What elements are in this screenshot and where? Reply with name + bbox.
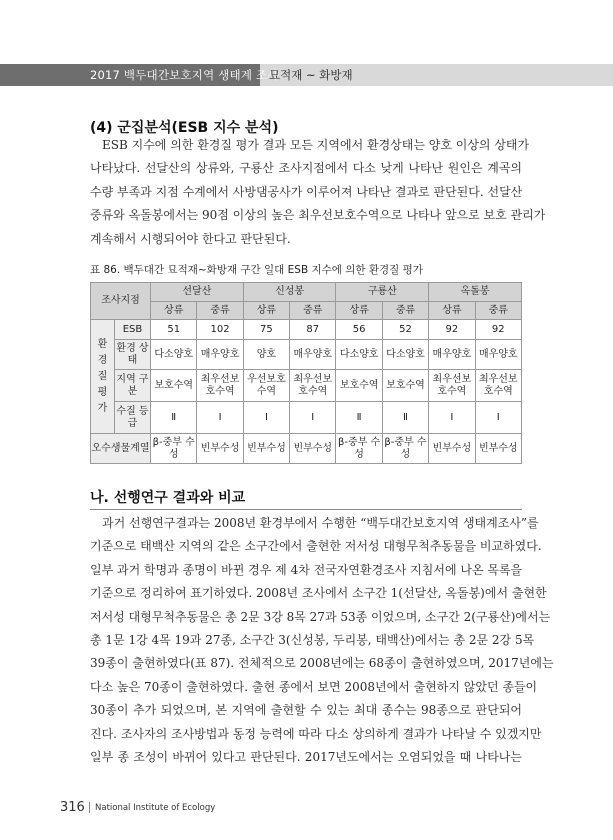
table-cell: Ⅱ (382, 402, 428, 434)
table-cell: Ⅰ (290, 402, 336, 434)
table-cell: 보호수역 (336, 370, 382, 402)
table-row (91, 434, 522, 464)
table-cell: 52 (382, 320, 428, 340)
row-label: 오수생물계열 (91, 434, 151, 464)
table-cell: β-중부 수성 (151, 434, 197, 464)
text-line: 다소 높은 70종이 출현하였다. 출현 종에서 보면 2008년에서 출현하지 않았던 종들이 (90, 679, 538, 694)
table-cell: Ⅱ (336, 402, 382, 434)
table-cell: 빈부수성 (290, 434, 336, 464)
text-line: 저서성 대형무척추동물은 총 2문 3강 8목 27과 53종 이었으며, 소구간 2(구룡산)에서는 (90, 609, 551, 624)
text-line: 나타났다. 선달산의 상류와, 구룡산 조사지점에서 다소 낮게 나타난 원인은 계곡의 (90, 161, 522, 176)
table-cell: 최우선보 호수역 (197, 370, 243, 402)
table-cell: Ⅰ (197, 402, 243, 434)
heading-rule (90, 509, 522, 510)
table-cell: 56 (336, 320, 382, 340)
section-heading-esb: (4) 군집분석(ESB 지수 분석) (90, 120, 279, 136)
table-cell: β-중부 수성 (382, 434, 428, 464)
table-cell: 102 (197, 320, 243, 340)
table-cell: 빈부수성 (475, 434, 521, 464)
table-cell: 보호수역 (151, 370, 197, 402)
table-cell: 75 (243, 320, 289, 340)
reach-header: 중류 (475, 302, 521, 320)
text-line: ESB 지수에 의한 환경질 평가 결과 모든 지역에서 환경상태는 양호 이상의 상태가 (102, 138, 530, 152)
reach-header: 상류 (151, 302, 197, 320)
table-header-row (91, 283, 522, 302)
table-cell: 87 (290, 320, 336, 340)
text-line: 기준으로 정리하여 표기하였다. 2008년 조사에서 소구간 1(선달산, 옥돌봉)에서 출현한 (90, 586, 547, 601)
table-cell: 매우양호 (475, 340, 521, 370)
table-cell: 92 (475, 320, 521, 340)
table-cell: 양호 (243, 340, 289, 370)
site-header: 선달산 (151, 283, 244, 302)
text-line: 39종이 출현하였다(표 87). 전체적으로 2008년에는 68종이 출현하였으며, 2017년에는 (90, 656, 554, 671)
text-line: 일부 과거 학명과 종명이 바뀐 경우 제 4차 전국자연환경조사 지침서에 나온 목록을 (90, 562, 523, 577)
table-row (91, 370, 522, 402)
table-cell: 51 (151, 320, 197, 340)
row-label: 환경 상태 (115, 340, 151, 370)
text-line: 진다. 조사자의 조사방법과 동정 능력에 따라 다소 상의하게 결과가 나타날 수 있겠지만 (90, 726, 542, 741)
site-header: 구룡산 (336, 283, 429, 302)
table-cell: 보호수역 (382, 370, 428, 402)
corner-cell: 조사지점 (91, 283, 151, 320)
table-cell: 다소양호 (336, 340, 382, 370)
table-cell: 빈부수성 (197, 434, 243, 464)
table-cell: Ⅱ (151, 402, 197, 434)
text-line: 30종이 추가 되었으며, 본 지역에 출현할 수 있는 최대 종수는 98종으로 판단되어 (90, 703, 522, 718)
running-header-title: 2017 백두대간보호지역 생태계 조사 (90, 68, 279, 82)
table-cell: Ⅰ (429, 402, 475, 434)
table-cell: β-중부 수성 (336, 434, 382, 464)
table-cell: 빈부수성 (429, 434, 475, 464)
footer-separator (89, 802, 90, 813)
reach-header: 중류 (290, 302, 336, 320)
reach-header: 중류 (382, 302, 428, 320)
table-cell: 최우선보 호수역 (290, 370, 336, 402)
row-label: 지역 구분 (115, 370, 151, 402)
footer-organization: National Institute of Ecology (95, 803, 216, 813)
text-line: 총 1문 1강 4목 19과 27종, 소구간 3(신성봉, 두리봉, 태백산)에서는 총 2문 2강 5목 (90, 633, 535, 648)
table-cell: 매우양호 (290, 340, 336, 370)
running-header-subtitle: 묘적재 ~ 화방재 (269, 68, 353, 82)
paragraph-esb (90, 134, 546, 251)
table-row (91, 402, 522, 434)
site-header: 옥돌봉 (429, 283, 522, 302)
text-line: 계속해서 시행되어야 한다고 판단된다. (90, 231, 291, 246)
table-caption: 표 86. 백두대간 묘적재~화방재 구간 일대 ESB 지수에 의한 환경질 평가 (90, 264, 423, 276)
table-cell: 92 (429, 320, 475, 340)
table-cell: 매우양호 (197, 340, 243, 370)
table-cell: 매우양호 (429, 340, 475, 370)
text-line: 중류와 옥돌봉에서는 90점 이상의 높은 최우선보호수역으로 나타나 앞으로 보호 관리가 (90, 208, 546, 223)
table-cell: 최우선보 호수역 (475, 370, 521, 402)
reach-header: 상류 (243, 302, 289, 320)
reach-header: 중류 (197, 302, 243, 320)
row-label: 수질 등급 (115, 402, 151, 434)
row-label: ESB (115, 320, 151, 340)
table-cell: 다소양호 (382, 340, 428, 370)
table-cell: 우선보호 수역 (243, 370, 289, 402)
reach-header: 상류 (336, 302, 382, 320)
category-cell (91, 320, 115, 434)
table-subheader-row (91, 302, 522, 320)
site-header: 신성봉 (243, 283, 336, 302)
text-line: 일부 종 조성이 바뀌어 있다고 판단된다. 2017년도에서는 오염되었을 때 나타나는 (90, 750, 522, 765)
esb-table (90, 282, 522, 464)
category-label: 환경질평가 (97, 338, 108, 414)
table-cell: 빈부수성 (243, 434, 289, 464)
page-number: 316 (60, 800, 85, 815)
reach-header: 상류 (429, 302, 475, 320)
table-row (91, 340, 522, 370)
table-cell: 다소양호 (151, 340, 197, 370)
text-line: 과거 선행연구결과는 2008년 환경부에서 수행한 “백두대간보호지역 생태계조사”를 (102, 516, 539, 530)
table-row (91, 320, 522, 340)
table-cell: Ⅰ (243, 402, 289, 434)
table-cell: Ⅰ (475, 402, 521, 434)
text-line: 기준으로 태백산 지역의 같은 소구간에서 출현한 저서성 대형무척추동물을 비교하였다. (90, 539, 542, 554)
paragraph-comparison (90, 512, 554, 769)
section-heading-comparison: 나. 선행연구 결과와 비교 (90, 490, 246, 506)
table-cell: 최우선보 호수역 (429, 370, 475, 402)
text-line: 수량 부족과 지점 수계에서 사방댐공사가 이루어져 나타난 결과로 판단된다. 선달산 (90, 184, 523, 199)
